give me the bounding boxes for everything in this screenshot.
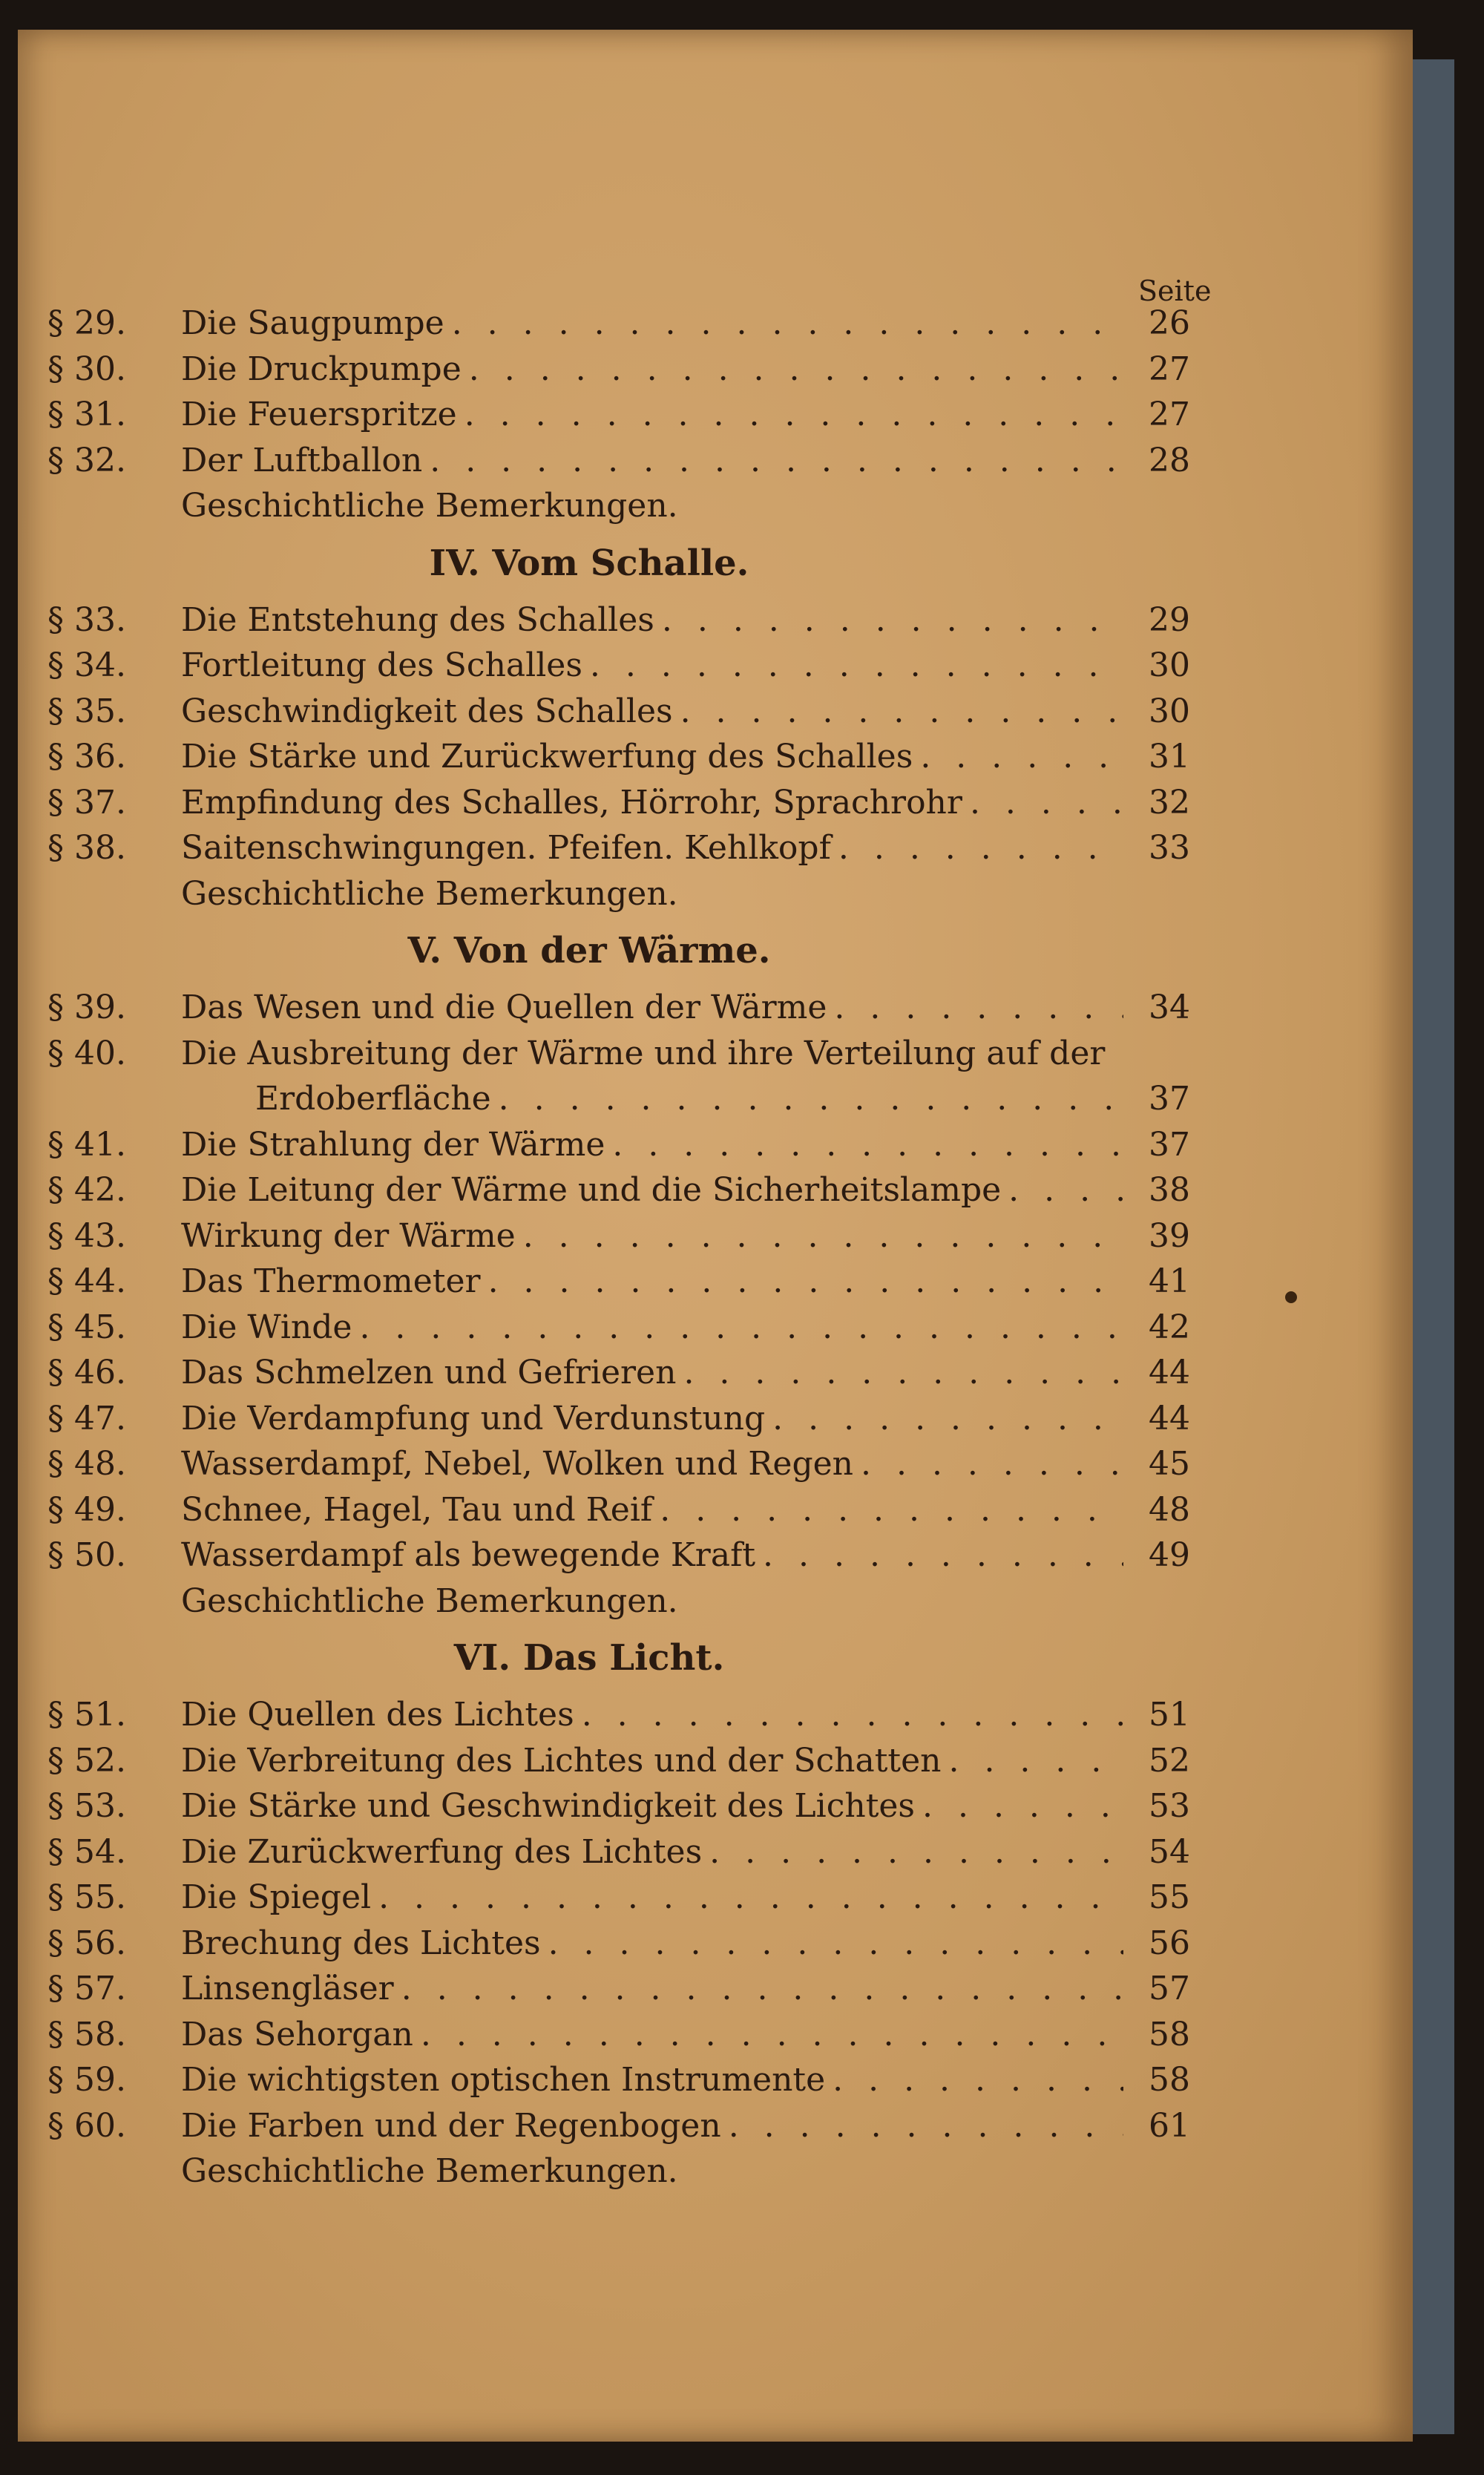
leader-dots [499, 1076, 1123, 1122]
section-number: § 30. [47, 350, 126, 388]
entry-title: Fortleitung des Schalles [181, 646, 582, 684]
leader-dots [833, 2057, 1123, 2103]
section-number: § 54. [47, 1832, 126, 1871]
section-number: § 43. [47, 1216, 126, 1255]
page-number: 27 [1149, 396, 1190, 433]
entry-title: Die Leitung der Wärme und die Sicherheitslampe [181, 1171, 1002, 1209]
historical-notes: Geschichtliche Bemerkungen. [181, 2152, 678, 2190]
toc-entry[interactable] [47, 1122, 1190, 1168]
page-number: 34 [1149, 989, 1190, 1026]
entry-title: Die Ausbreitung der Wärme und ihre Verteilung auf der [181, 1034, 1106, 1072]
section-number: § 52. [47, 1741, 126, 1780]
section-number: § 51. [47, 1696, 126, 1734]
page-number: 33 [1149, 829, 1190, 867]
section-number: § 48. [47, 1445, 126, 1483]
leader-dots [861, 1441, 1123, 1487]
historical-notes: Geschichtliche Bemerkungen. [181, 874, 678, 913]
entry-title: Die Entstehung des Schalles [181, 600, 654, 639]
page-column-header: Seite [1138, 275, 1212, 307]
toc-entry[interactable] [47, 2012, 1190, 2058]
leader-dots [729, 2103, 1123, 2149]
toc-entry[interactable] [47, 1441, 1190, 1487]
toc-entry[interactable] [47, 1167, 1190, 1213]
section-heading: VI. Das Licht. [453, 1637, 725, 1679]
toc-entry[interactable] [47, 301, 1190, 347]
page-number: 29 [1149, 600, 1190, 639]
entry-title: Die Stärke und Geschwindigkeit des Lichtes [181, 1787, 915, 1825]
section-number: § 59. [47, 2061, 126, 2099]
entry-title: Die Stärke und Zurückwerfung des Schalles [181, 738, 913, 776]
leader-dots [683, 1350, 1123, 1396]
entry-title: Brechung des Lichtes [181, 1924, 541, 1962]
toc-entry[interactable] [47, 1875, 1190, 1921]
section-number: § 46. [47, 1354, 126, 1391]
toc-entry[interactable] [47, 347, 1190, 393]
toc-entry[interactable] [47, 1783, 1190, 1829]
section-number: § 37. [47, 783, 126, 822]
page-number: 38 [1149, 1171, 1190, 1209]
page-number: 48 [1149, 1490, 1190, 1529]
entry-title: Der Luftballon [181, 441, 423, 479]
entry-title: Das Wesen und die Quellen der Wärme [181, 989, 827, 1026]
leader-dots [523, 1213, 1123, 1259]
entry-title: Die Druckpumpe [181, 350, 462, 388]
section-number: § 41. [47, 1125, 126, 1164]
toc-entry[interactable] [47, 1738, 1190, 1784]
toc-entry[interactable] [47, 825, 1190, 871]
section-number: § 34. [47, 646, 126, 684]
toc-entry[interactable] [47, 1487, 1190, 1533]
toc-entry-continuation[interactable] [47, 1076, 1190, 1122]
toc-entry[interactable] [47, 1692, 1190, 1738]
toc-entry[interactable] [47, 438, 1190, 484]
entry-title: Die Verdampfung und Verdunstung [181, 1399, 766, 1438]
entry-title: Die Spiegel [181, 1878, 372, 1916]
toc-entry[interactable] [47, 2057, 1190, 2103]
leader-dots [709, 1829, 1123, 1875]
toc-entry[interactable] [47, 780, 1190, 826]
section-number: § 60. [47, 2106, 126, 2145]
entry-title: Die Quellen des Lichtes [181, 1696, 574, 1734]
toc-entry[interactable] [47, 597, 1190, 643]
leader-dots [452, 301, 1123, 347]
page-number: 30 [1149, 646, 1190, 684]
leader-dots [488, 1259, 1123, 1305]
leader-dots [660, 1487, 1123, 1533]
section-number: § 38. [47, 829, 126, 867]
page-number: 44 [1149, 1399, 1190, 1438]
page-number: 37 [1149, 1125, 1190, 1164]
section-number: § 50. [47, 1536, 126, 1574]
entry-title: Empfindung des Schalles, Hörrohr, Sprachrohr [181, 783, 962, 822]
toc-entry[interactable] [47, 734, 1190, 780]
entry-title: Geschwindigkeit des Schalles [181, 692, 673, 730]
leader-dots [922, 1783, 1123, 1829]
entry-title: Das Thermometer [181, 1262, 481, 1300]
page-number: 49 [1149, 1536, 1190, 1574]
entry-title: Die wichtigsten optischen Instrumente [181, 2061, 826, 2099]
toc-entry[interactable] [47, 1829, 1190, 1875]
page-number: 37 [1149, 1080, 1190, 1118]
book-page [18, 30, 1413, 2442]
entry-title: Die Feuerspritze [181, 396, 457, 433]
toc-entry[interactable] [47, 1921, 1190, 1967]
toc-entry[interactable] [47, 392, 1190, 438]
page-number: 41 [1149, 1262, 1190, 1300]
entry-title: Die Farben und der Regenbogen [181, 2106, 721, 2145]
section-heading: V. Von der Wärme. [407, 930, 771, 971]
book-cover-edge [1410, 59, 1454, 2434]
section-number: § 56. [47, 1924, 126, 1962]
section-number: § 58. [47, 2015, 126, 2053]
toc-entry[interactable] [47, 1259, 1190, 1305]
page-number: 58 [1149, 2061, 1190, 2099]
section-number: § 44. [47, 1262, 126, 1300]
page-number: 61 [1149, 2106, 1190, 2145]
section-number: § 57. [47, 1970, 126, 2007]
entry-title: Schnee, Hagel, Tau und Reif [181, 1490, 653, 1529]
toc-entry[interactable] [47, 1305, 1190, 1351]
page-number: 45 [1149, 1445, 1190, 1483]
page-number: 58 [1149, 2015, 1190, 2053]
section-number: § 32. [47, 441, 126, 479]
entry-title: Saitenschwingungen. Pfeifen. Kehlkopf [181, 829, 831, 867]
page-number: 53 [1149, 1787, 1190, 1825]
leader-dots [378, 1875, 1123, 1921]
page-number: 55 [1149, 1878, 1190, 1916]
entry-title: Die Saugpumpe [181, 304, 444, 342]
leader-dots [464, 392, 1123, 438]
page-number: 57 [1149, 1970, 1190, 2007]
leader-dots [763, 1532, 1123, 1579]
leader-dots [838, 825, 1123, 871]
toc-entry[interactable] [47, 1532, 1190, 1579]
section-number: § 53. [47, 1787, 126, 1825]
page-number: 32 [1149, 783, 1190, 822]
page-number: 51 [1149, 1696, 1190, 1734]
toc-entry[interactable] [47, 1966, 1190, 2012]
leader-dots [401, 1966, 1123, 2012]
leader-dots [920, 734, 1123, 780]
page-number: 54 [1149, 1832, 1190, 1871]
entry-title: Die Strahlung der Wärme [181, 1125, 605, 1164]
leader-dots [1008, 1167, 1123, 1213]
entry-title: Die Verbreitung des Lichtes und der Schatten [181, 1741, 942, 1780]
page-number: 26 [1149, 304, 1190, 342]
leader-dots [834, 985, 1123, 1031]
leader-dots [469, 347, 1123, 393]
entry-title: Wasserdampf, Nebel, Wolken und Regen [181, 1445, 853, 1483]
page-number: 27 [1149, 350, 1190, 388]
leader-dots [772, 1396, 1123, 1442]
section-number: § 36. [47, 738, 126, 776]
section-number: § 49. [47, 1490, 126, 1529]
leader-dots [590, 643, 1123, 689]
toc-entry[interactable] [47, 2103, 1190, 2149]
table-of-contents [47, 301, 1190, 2194]
leader-dots [948, 1738, 1123, 1784]
toc-entry[interactable] [47, 1350, 1190, 1396]
leader-dots [359, 1305, 1123, 1351]
leader-dots [680, 689, 1123, 735]
toc-entry[interactable] [47, 689, 1190, 735]
entry-title: Die Zurückwerfung des Lichtes [181, 1832, 703, 1871]
section-number: § 35. [47, 692, 126, 730]
toc-entry[interactable] [47, 1213, 1190, 1259]
section-number: § 39. [47, 989, 126, 1026]
page-number: 42 [1149, 1308, 1190, 1346]
section-number: § 55. [47, 1878, 126, 1916]
toc-entry[interactable] [47, 643, 1190, 689]
historical-notes: Geschichtliche Bemerkungen. [181, 1581, 678, 1620]
page-number: 31 [1149, 738, 1190, 776]
page-number: 44 [1149, 1354, 1190, 1391]
section-heading: IV. Vom Schalle. [429, 542, 749, 584]
entry-title: Das Sehorgan [181, 2015, 413, 2053]
page-number: 52 [1149, 1741, 1190, 1780]
page-number: 39 [1149, 1216, 1190, 1255]
entry-title: Das Schmelzen und Gefrieren [181, 1354, 677, 1391]
leader-dots [612, 1122, 1123, 1168]
toc-entry[interactable] [47, 985, 1190, 1031]
section-number: § 40. [47, 1034, 126, 1072]
section-number: § 45. [47, 1308, 126, 1346]
entry-title: Wasserdampf als bewegende Kraft [181, 1536, 756, 1574]
section-number: § 47. [47, 1399, 126, 1438]
entry-title: Wirkung der Wärme [181, 1216, 516, 1255]
section-number: § 31. [47, 396, 126, 433]
leader-dots [582, 1692, 1123, 1738]
entry-title: Die Winde [181, 1308, 352, 1346]
section-number: § 33. [47, 600, 126, 639]
leader-dots [421, 2012, 1123, 2058]
page-number: 30 [1149, 692, 1190, 730]
leader-dots [548, 1921, 1123, 1967]
page-number: 56 [1149, 1924, 1190, 1962]
entry-title-continuation: Erdoberfläche [255, 1080, 491, 1118]
historical-notes: Geschichtliche Bemerkungen. [181, 487, 678, 525]
entry-title: Linsengläser [181, 1970, 394, 2007]
leader-dots [970, 780, 1123, 826]
section-number: § 29. [47, 304, 126, 342]
page-number: 28 [1149, 441, 1190, 479]
toc-entry[interactable] [47, 1031, 1190, 1077]
ink-spot [1285, 1291, 1297, 1303]
leader-dots [430, 438, 1123, 484]
toc-entry[interactable] [47, 1396, 1190, 1442]
leader-dots [662, 597, 1123, 643]
section-number: § 42. [47, 1171, 126, 1209]
